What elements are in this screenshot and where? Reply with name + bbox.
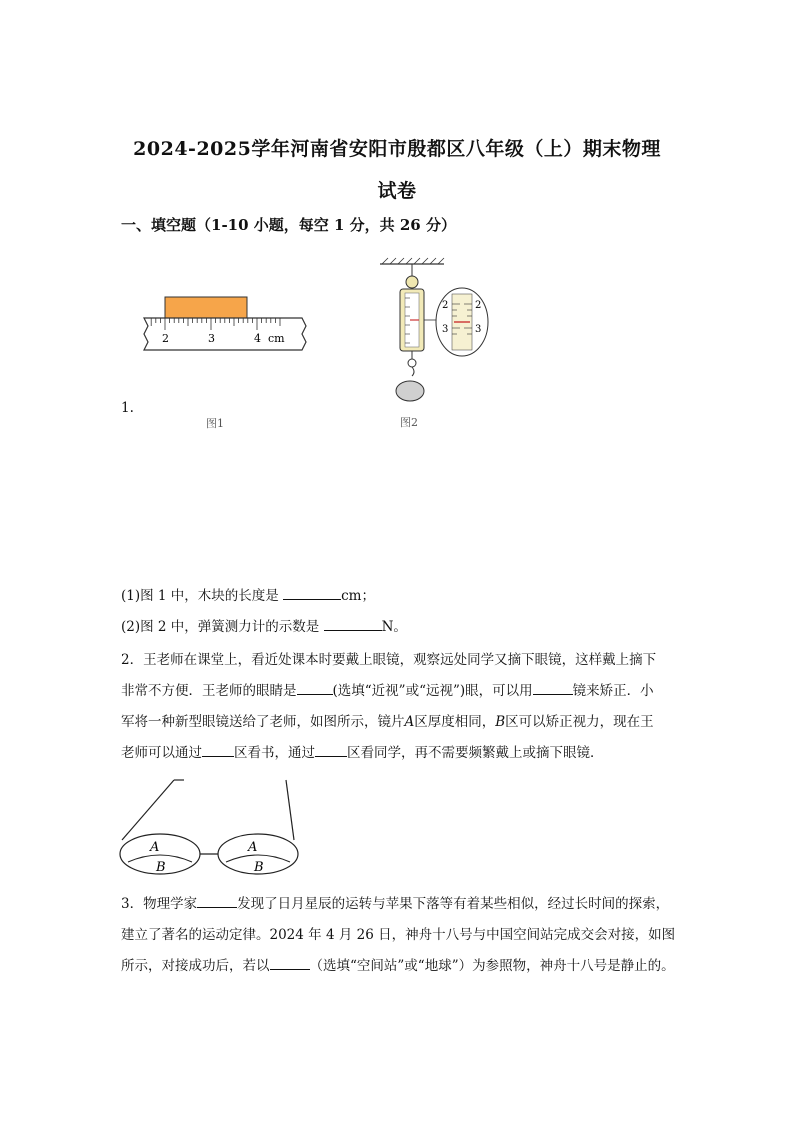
q1-sub2-text: (2)图 2 中，弹簧测力计的示数是 [121,619,324,635]
mag-right-2: 2 [475,300,482,311]
q2-line3 [121,710,654,730]
q2-line2-text-b: (选填“近视”或“远视”)眼，可以用 [332,683,533,699]
figure-spring-scale [372,256,492,434]
mag-left-3: 3 [442,324,449,335]
q2-line2-text: 非常不方便．王老师的眼睛是 [121,683,297,699]
figure-glasses [118,774,302,878]
hanging-stone [396,381,424,401]
q2-line3-text: 军将一种新型眼镜送给了老师，如图所示，镜片 [121,714,405,730]
mag-right-3: 3 [475,324,482,335]
q1-sub1 [121,584,375,604]
q3-line1 [121,892,669,912]
q2-line4 [121,741,604,761]
q3-line1-text: 3．物理学家 [121,896,198,912]
page-title-line2: 试卷 [377,180,417,202]
q2-blank3[interactable] [202,742,234,757]
fig1-caption: 图1 [206,417,224,430]
q2-line1: 2．王老师在课堂上，看近处课本时要戴上眼镜，观察远处同学又摘下眼镜，这样戴上摘下 [121,652,657,668]
q2-line4-text-c: 区看同学，再不需要频繁戴上或摘下眼镜． [347,745,604,761]
ruler-unit: cm [268,332,285,345]
q1-sub1-unit: cm； [341,588,375,604]
q1-sub2 [121,615,407,635]
q2-line4-text: 老师可以通过 [121,745,202,761]
q2-blank1[interactable] [297,680,333,695]
q3-line1-text-b: 发现了日月星辰的运转与苹果下落等有着某些相似，经过长时间的探索， [237,896,670,912]
q1-sub1-blank[interactable] [283,585,341,600]
lens-left-label-a: A [150,840,160,855]
q2-blank2[interactable] [533,680,573,695]
q1-number: 1. [121,400,134,416]
figure-ruler [140,290,310,430]
ruler-tick-3: 3 [208,332,215,345]
q1-sub2-blank[interactable] [324,616,382,631]
page-title-line1: 2024-2025学年河南省安阳市殷都区八年级（上）期末物理 [133,138,661,160]
q3-blank2[interactable] [270,955,310,970]
q2-line4-text-b: 区看书，通过 [234,745,315,761]
lens-right-label-a: A [248,840,258,855]
q2-line2 [121,679,654,699]
q2-zone-a: A [404,714,415,730]
q1-sub1-text: (1)图 1 中，木块的长度是 [121,588,284,604]
q2-line3-text-b: 区厚度相同， [414,714,496,730]
q2-line3-text-c: 区可以矫正视力，现在王 [505,714,654,730]
q3-line2: 建立了著名的运动定律。2024 年 4 月 26 日，神舟十八号与中国空间站完成交会对接，如图 [121,927,676,943]
lens-left-label-b: B [156,860,166,875]
q3-blank1[interactable] [197,893,237,908]
q2-zone-b: B [495,714,506,730]
ruler-tick-2: 2 [162,332,169,345]
lens-right-label-b: B [254,860,264,875]
q2-line2-text-c: 镜来矫正．小 [572,683,654,699]
ruler-tick-4: 4 [254,332,261,345]
section-heading: 一、填空题（1-10 小题，每空 1 分，共 26 分） [121,216,456,234]
fig2-caption: 图2 [400,416,418,429]
wood-block [165,297,247,318]
q1-sub2-unit: N。 [381,619,407,635]
scale-ring [406,276,418,288]
q3-line3 [121,954,675,974]
q3-line3-text-b: （选填“空间站”或“地球”）为参照物，神舟十八号是静止的。 [309,958,675,974]
mag-left-2: 2 [442,300,449,311]
q3-line3-text: 所示，对接成功后，若以 [121,958,270,974]
q2-blank4[interactable] [315,742,347,757]
